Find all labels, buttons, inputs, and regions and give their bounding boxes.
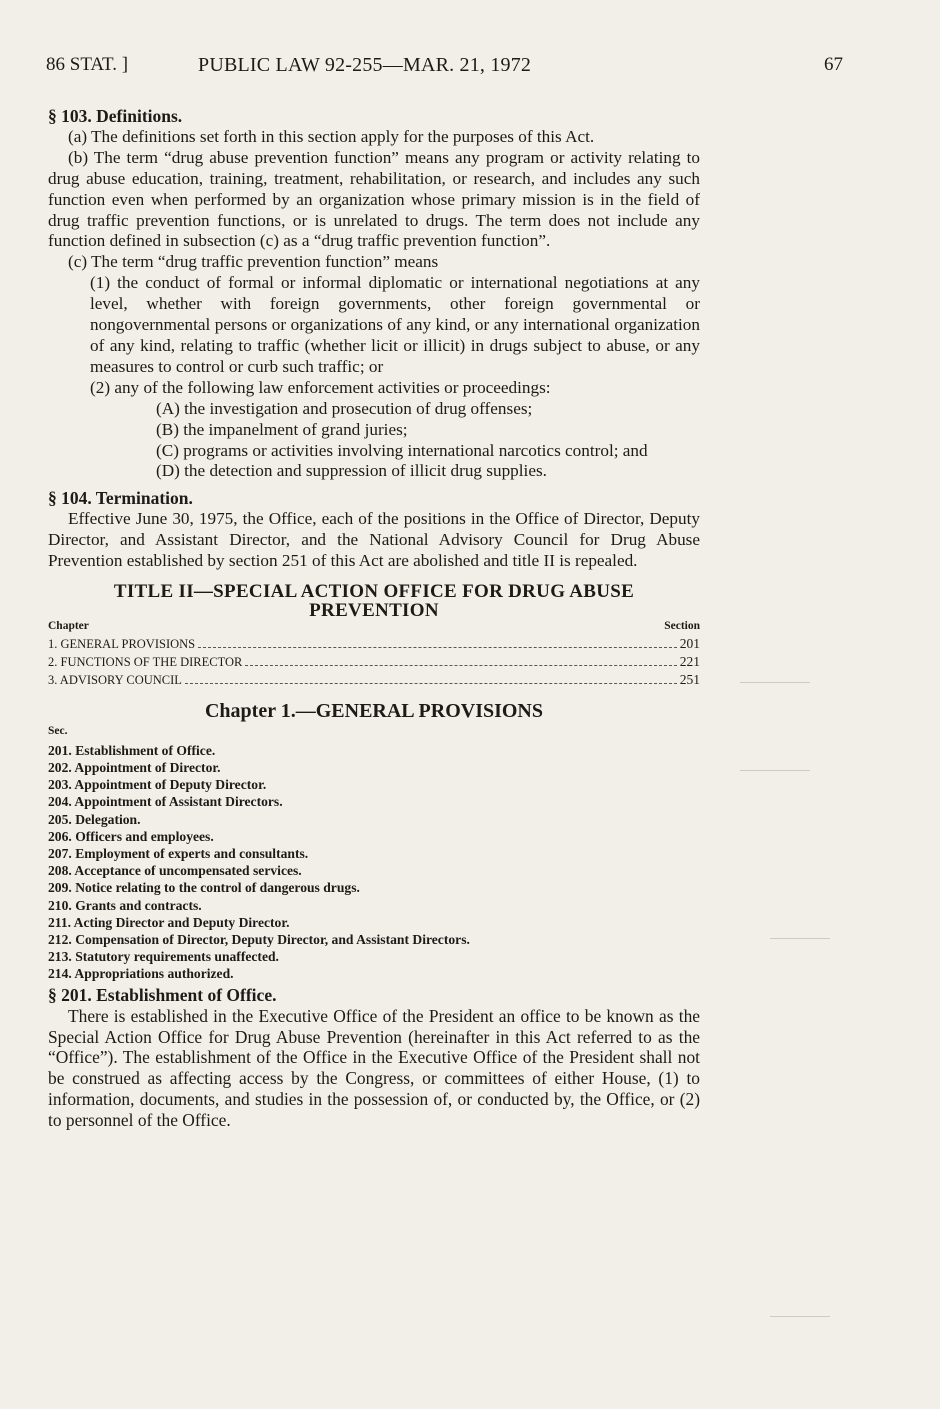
chapter-1-heading: Chapter 1.—GENERAL PROVISIONS	[204, 699, 544, 722]
section-list-item: 202. Appointment of Director.	[48, 760, 221, 776]
section-list-item: 210. Grants and contracts.	[48, 897, 202, 913]
section-list-item: 213. Statutory requirements unaffected.	[48, 949, 279, 965]
section-103-c: (c) The term “drug traffic prevention function” means	[68, 252, 439, 272]
contents-chapter-label: 2. FUNCTIONS OF THE DIRECTOR	[48, 654, 243, 669]
section-list-item: 209. Notice relating to the control of dangerous drugs.	[48, 880, 360, 896]
margin-mark	[740, 770, 810, 793]
section-list-item: 214. Appropriations authorized.	[48, 966, 234, 982]
chapter-column-label: Chapter	[48, 619, 89, 632]
section-list-item: 204. Appointment of Assistant Directors.	[48, 794, 283, 810]
page-number: 67	[824, 54, 843, 75]
margin-mark	[770, 1316, 830, 1339]
main-column	[48, 106, 700, 1131]
section-104-heading: § 104. Termination.	[48, 488, 193, 509]
section-column-label: Section	[664, 619, 700, 632]
contents-section-number: 201	[679, 635, 700, 651]
section-201-text: There is established in the Executive Office of the President an office to be known as the Special Action Office for Drug Abuse Prevention (hereinafter in this Act referred to as the “Office”). The establishment of the Office in the Executive Office of the President shall not be construed as affecting access by the Congress, or committees of either House, (1) to information, documents, and studies in the possession of, or conducted by, the Office, or (2) to personnel of the Office.	[48, 1005, 700, 1131]
section-list-item: 212. Compensation of Director, Deputy Director, and Assistant Directors.	[48, 932, 470, 948]
section-list-item: 205. Delegation.	[48, 811, 141, 827]
stat-citation: 86 STAT. ]	[46, 54, 129, 75]
running-header: PUBLIC LAW 92-255—MAR. 21, 1972	[198, 54, 532, 76]
section-103-a: (a) The definitions set forth in this section apply for the purposes of this Act.	[68, 126, 595, 146]
section-list-item: 201. Establishment of Office.	[48, 742, 216, 758]
contents-row	[48, 653, 700, 671]
section-103-cC: (C) programs or activities involving international narcotics control; and	[156, 440, 648, 460]
section-list-item: 211. Acting Director and Deputy Director.	[48, 914, 290, 930]
section-103-cB: (B) the impanelment of grand juries;	[156, 419, 408, 439]
contents-row	[48, 635, 700, 653]
contents-section-number: 251	[679, 671, 700, 687]
section-list-item: 206. Officers and employees.	[48, 828, 214, 844]
section-103-cA: (A) the investigation and prosecution of drug offenses;	[156, 398, 533, 418]
contents-section-number: 221	[679, 653, 700, 669]
section-201-heading: § 201. Establishment of Office.	[48, 984, 277, 1005]
section-104-text: Effective June 30, 1975, the Office, each of the positions in the Office of Director, Deputy Director, and Assistant Director, and the National Advisory Council for Drug Abuse Prevention established by section 251 of this Act are abolished and title II is repealed.	[48, 509, 700, 571]
section-103-c2: (2) any of the following law enforcement activities or proceedings:	[90, 377, 551, 397]
section-list-item: 207. Employment of experts and consultants.	[48, 846, 309, 862]
margin-mark	[770, 938, 830, 961]
chapter-1-section-list	[48, 742, 700, 983]
dot-leader	[198, 647, 677, 648]
section-103-cD: (D) the detection and suppression of illicit drug supplies.	[156, 461, 547, 481]
dot-leader	[185, 683, 677, 684]
contents-row	[48, 671, 700, 689]
section-103-heading: § 103. Definitions.	[48, 106, 183, 126]
section-103-b: (b) The term “drug abuse prevention function” means any program or activity relating to drug abuse education, training, treatment, rehabilitation, or research, and includes any such function even when performed by an organization whose primary mission is in the field of drug traffic prevention functions, or is unrelated to drugs. The term does not include any function defined in subsection (c) as a “drug traffic prevention function”.	[48, 147, 700, 251]
contents-chapter-label: 1. GENERAL PROVISIONS	[48, 636, 196, 651]
section-list-item: 208. Acceptance of uncompensated services.	[48, 863, 302, 879]
margin-mark	[740, 682, 810, 705]
section-103-c1: (1) the conduct of formal or informal diplomatic or international negotiations at any level, whether with foreign governments, other foreign governmental or nongovernmental persons or organizations of any kind, or any international organization of any kind, relating to traffic (whether licit or illicit) in drugs subject to abuse, or any measures to control or curb such traffic; or	[90, 273, 700, 376]
sec-label: Sec.	[48, 724, 68, 737]
dot-leader	[245, 665, 676, 666]
title-ii-contents	[48, 618, 700, 689]
title-ii-heading: TITLE II—SPECIAL ACTION OFFICE FOR DRUG ABUSE PREVENTION	[113, 580, 635, 621]
contents-chapter-label: 3. ADVISORY COUNCIL	[48, 672, 182, 687]
section-list-item: 203. Appointment of Deputy Director.	[48, 777, 267, 793]
